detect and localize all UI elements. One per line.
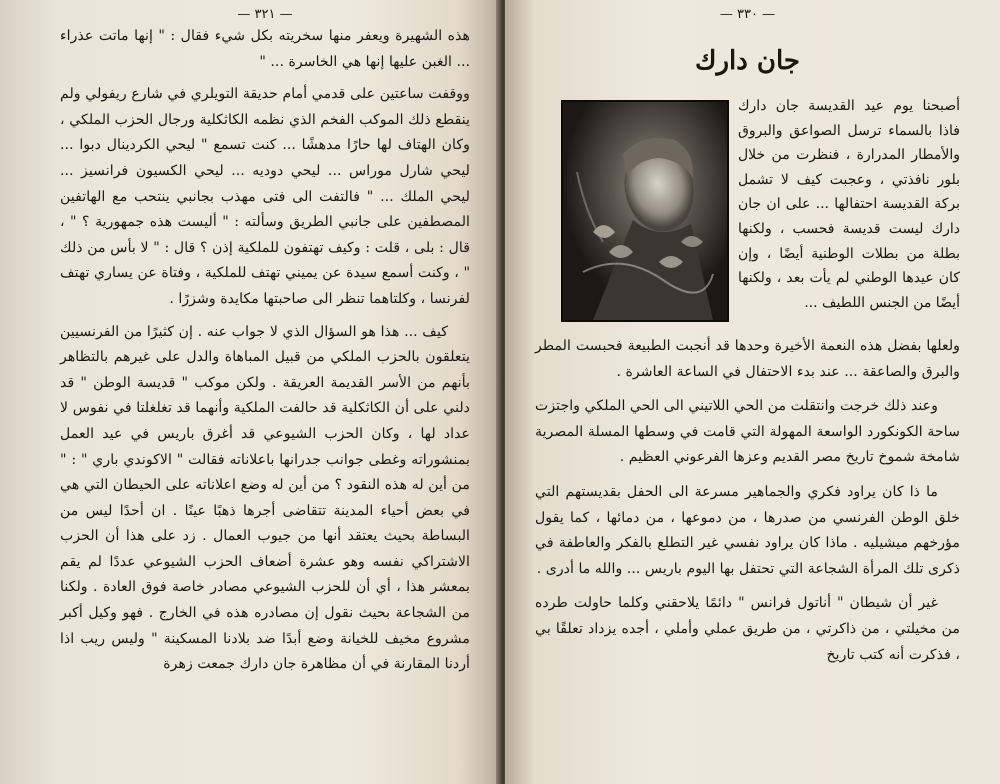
figure-side-text	[738, 94, 960, 315]
page-number: — ٣٢١ —	[237, 7, 293, 22]
right-page	[505, 0, 1000, 784]
chapter-title: جان دارك	[695, 46, 800, 76]
paragraph: ما ذا كان يراود فكري والجماهير مسرعة الى الحفل بقديستهم التي خلق الوطن الفرنسي من صدرها ، من دموعها ، من دمائها ، كما يقول مؤرخهم ميشيليه . ماذا كان يراود نفسي غير التطلع بالفكر والعاطفة في ذكرى تلك المرأة الشجاعة التي تحتفل بها اليوم باريس ... والله ما أدرى .	[535, 483, 960, 577]
paragraph: ووقفت ساعتين على قدمي أمام حديقة التويلري في شارع ريفولي ولم ينقطع ذلك الموكب الفخم الذي نظمه الكاثكلية ورجال الحزب الملكي ، وكان الهتاف لها حارًا مدهشًا ... كنت تسمع " ليحي الكردينال دبوا ... ليحي شارل موراس ... ليحي دوديه ... ليحي الكسيون فرانسيز ... ليحي الملك ... " فالتفت الى فتى مهذب بجانبي ينتحب مع الهاتفين المصطفين على جانبي الطريق وسألته : " أليست هذه جمهورية ؟ " ، قال : بلى ، قلت : وكيف تهتفون للملكية إذن ؟ قال : " لا بأس من ذلك " ، وكنت أسمع سيدة عن يميني تهتف للملكية ، وفتاة عن يساري تهتف لفرنسا ، وكلتاهما تنظر الى صاحبتها مكايدة وشزرًا .	[60, 86, 470, 307]
paragraph: وعند ذلك خرجت وانتقلت من الحي اللاتيني الى الحي الملكي واجتزت ساحة الكونكورد الواسعة المهولة التي قامت في وسطها المسلة المصرية شامخة شموخ تاريخ مصر القديم وعزها الفرعوني العظيم .	[535, 398, 960, 466]
paragraph: هذه الشهيرة ويعفر منها سخريته بكل شيء فقال : " إنها ماتت عذراء ... الغبن عليها إنها هي الخاسرة ... "	[60, 28, 470, 70]
portrait-of-jeanne-darc-icon	[563, 102, 727, 320]
page-number: — ٣٣٠ —	[719, 7, 776, 22]
paragraph: كيف ... هذا هو السؤال الذي لا جواب عنه . إن كثيرًا من الفرنسيين يتعلقون بالحزب الملكي من قبيل المباهاة والدل على غيرهم بالتظاهر بأنهم من الأسر القديمة العريقة . ولكن موكب " قديسة الوطن " قد دلني على أن الكاثكلية قد حالفت الملكية وأنهما قد تغلغلتا في نفوس لا عداد لها ، وكان الحزب الشيوعي قد أغرق باريس في عيد العمل بمنشوراته وغطى جوانب جدرانها باعلاناته فقالت " الاكوندي باري " : " من أين له هذه النقود ؟ من أين له وضع اعلاناته على الحيطان التي هي في بعض أحياء المدينة تتقاضى أجرها ذهبًا عينًا . ان أحدًا ليس من البساطة بحيث يعتقد أنها من جيوب العمال . زد على هذا أن الحزب الاشتراكي نفسه وهو عشرة أضعاف الحزب الشيوعي عددًا لم يقم بمعشر هذا ، أي أن للحزب الشيوعي مصادر خاصة فوق العادة . ولكنا من الشجاعة بحيث نقول إن مصادره هذه في الخارج . فهو وكيل أكبر مشروع مخيف للخيانة وضع أبدًا ضد بلادنا المسكينة " وليس ريب اذا أردنا المقارنة في أن مظاهرة جان دارك جمعت زهرة	[60, 323, 470, 673]
paragraph: ولعلها بفضل هذه النعمة الأخيرة وحدها قد أنجبت الطبيعة فحبست المطر والبرق والصاعقة ... عند بدء الاحتفال في الساعة العاشرة .	[535, 338, 960, 380]
portrait-image	[561, 100, 729, 322]
figure-block	[535, 94, 960, 334]
page-body	[535, 334, 960, 668]
page-body	[60, 24, 470, 678]
paragraph: أصبحنا يوم عيد القديسة جان دارك فاذا بالسماء ترسل الصواعق والبروق والأمطار المدرارة ، فنظرت من خلال بلور نافذتي ، وعجبت كيف لا تشمل بركة القديسة احتفالها ... على ان جان دارك ليست قديسة فحسب ، ولكنها بطلة من بطلات الوطنية أيضًا ، وإن كان عيدها الوطني لم يأت بعد ، ولكنها أيضًا من الجنس اللطيف ...	[738, 98, 960, 311]
paragraph: غير أن شيطان " أناتول فرانس " دائمًا يلاحقني وكلما حاولت طرده من مخيلتي ، من ذاكرتي ، من طريق عملي وأملي ، أجده يزداد تعلقًا بي ، فذكرت أنه كتب تاريخ	[535, 595, 960, 663]
